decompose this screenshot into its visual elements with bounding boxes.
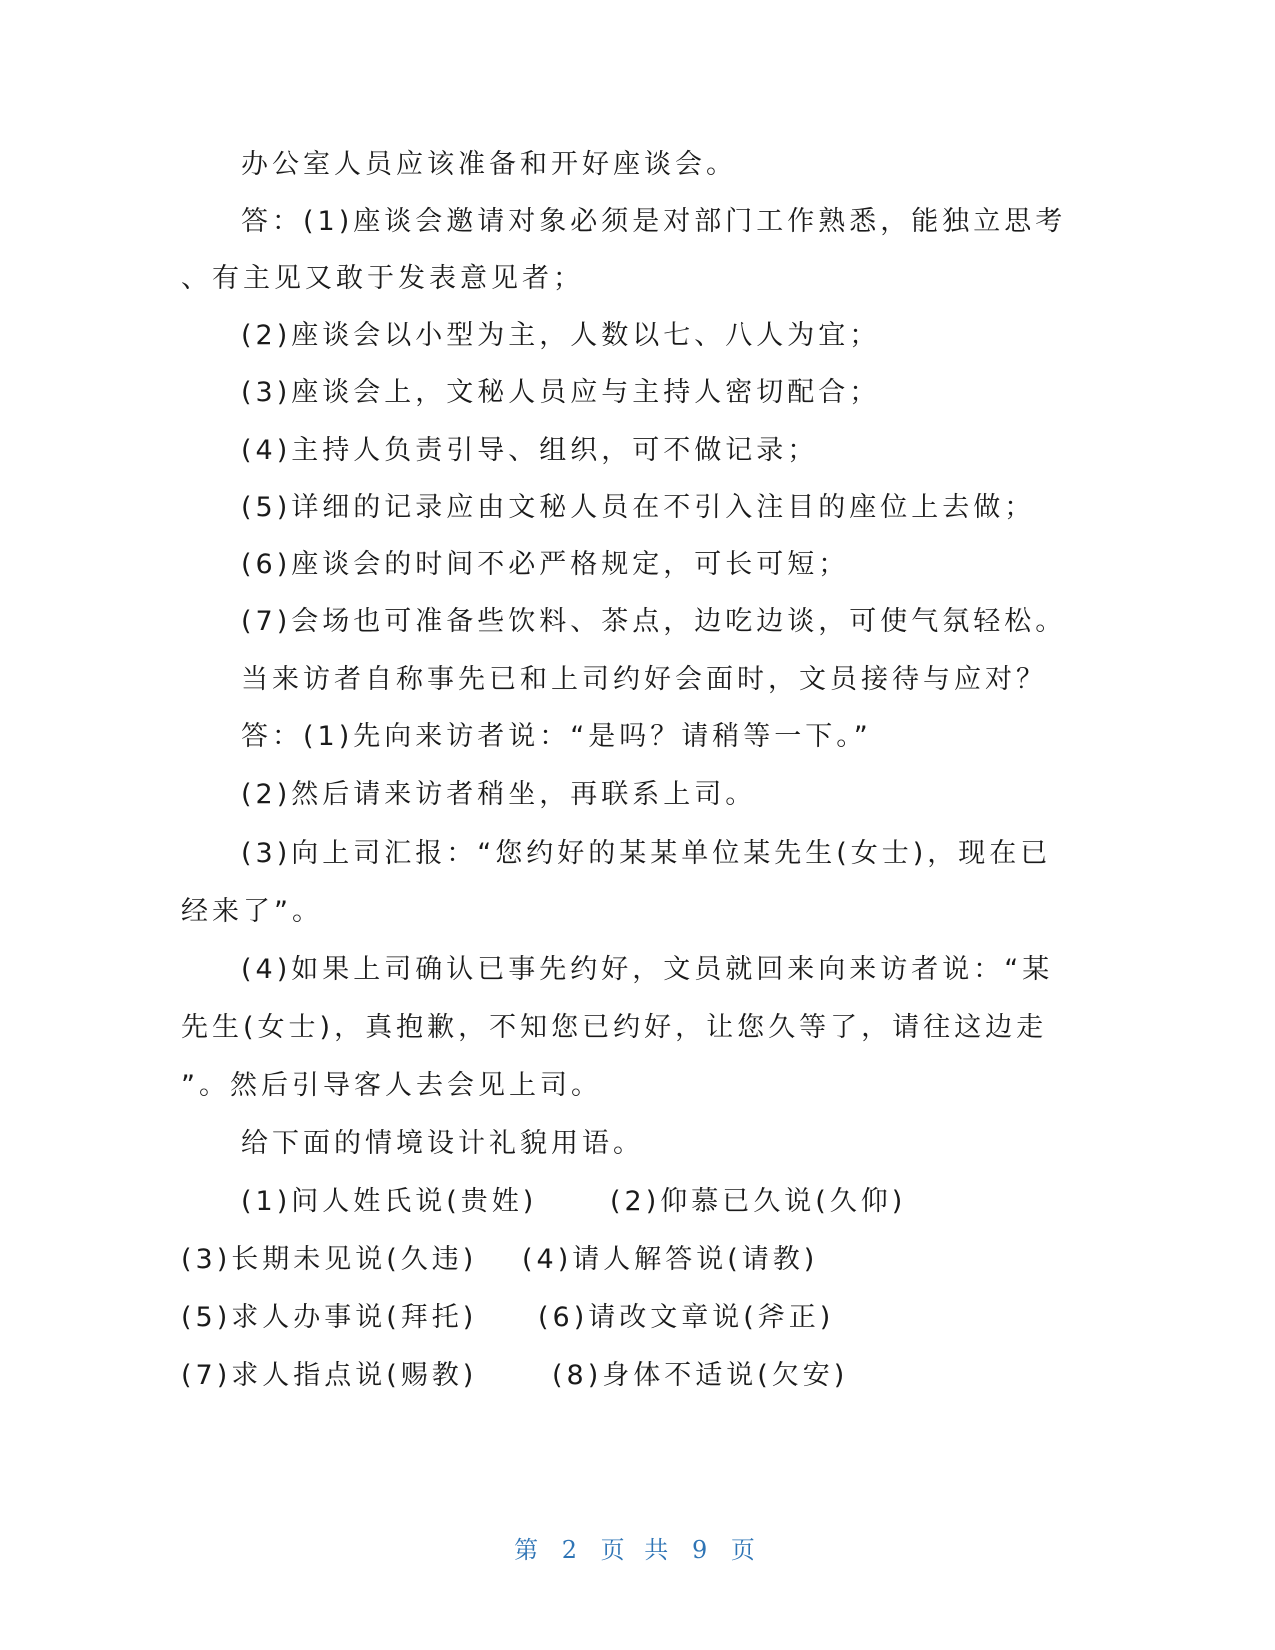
paragraph-line: 先生(女士)，真抱歉，不知您已约好，让您久等了，请往这边走 xyxy=(181,1012,1048,1043)
footer-suffix: 页 xyxy=(730,1536,761,1564)
footer-mid: 页 共 xyxy=(600,1536,675,1564)
phrase-item: (5)求人办事说(拜托) xyxy=(181,1302,478,1333)
paragraph-line: 答：(1)座谈会邀请对象必须是对部门工作熟悉，能独立思考 xyxy=(241,206,1067,237)
paragraph-line: ”。然后引导客人去会见上司。 xyxy=(181,1070,602,1101)
paragraph-line: (2)然后请来访者稍坐，再联系上司。 xyxy=(241,779,757,810)
phrase-item: (4)请人解答说(请教) xyxy=(522,1244,819,1275)
paragraph-line: 当来访者自称事先已和上司约好会面时，文员接待与应对？ xyxy=(241,664,1047,695)
paragraph-line: 答：(1)先向来访者说：“是吗？请稍等一下。” xyxy=(241,721,872,752)
paragraph-line: (2)座谈会以小型为主，人数以七、八人为宜； xyxy=(241,320,881,351)
phrase-item: (3)长期未见说(久违) xyxy=(181,1244,478,1275)
footer-total-pages: 9 xyxy=(691,1536,714,1564)
phrase-item: (6)请改文章说(斧正) xyxy=(538,1302,835,1333)
paragraph-line: (3)座谈会上，文秘人员应与主持人密切配合； xyxy=(241,377,881,408)
paragraph-line: (4)主持人负责引导、组织，可不做记录； xyxy=(241,435,819,466)
phrase-item: (1)问人姓氏说(贵姓) xyxy=(241,1186,538,1217)
footer-page-number: 2 xyxy=(561,1536,584,1564)
paragraph-line: (3)向上司汇报：“您约好的某某单位某先生(女士)，现在已 xyxy=(241,838,1052,869)
phrase-item: (7)求人指点说(赐教) xyxy=(181,1360,478,1391)
footer-prefix: 第 xyxy=(514,1536,545,1564)
paragraph-line: (4)如果上司确认已事先约好，文员就回来向来访者说：“某 xyxy=(241,954,1054,985)
page-footer xyxy=(0,1530,1275,1565)
paragraph-line: 办公室人员应该准备和开好座谈会。 xyxy=(241,149,737,180)
paragraph-line: 、有主见又敢于发表意见者； xyxy=(181,263,584,294)
paragraph-line: (5)详细的记录应由文秘人员在不引入注目的座位上去做； xyxy=(241,492,1036,523)
paragraph-line: (7)会场也可准备些饮料、茶点，边吃边谈，可使气氛轻松。 xyxy=(241,606,1067,637)
phrase-item: (2)仰慕已久说(久仰) xyxy=(610,1186,907,1217)
phrase-item: (8)身体不适说(欠安) xyxy=(552,1360,849,1391)
paragraph-line: (6)座谈会的时间不必严格规定，可长可短； xyxy=(241,549,850,580)
paragraph-line: 经来了”。 xyxy=(181,896,323,927)
paragraph-line: 给下面的情境设计礼貌用语。 xyxy=(241,1128,644,1159)
